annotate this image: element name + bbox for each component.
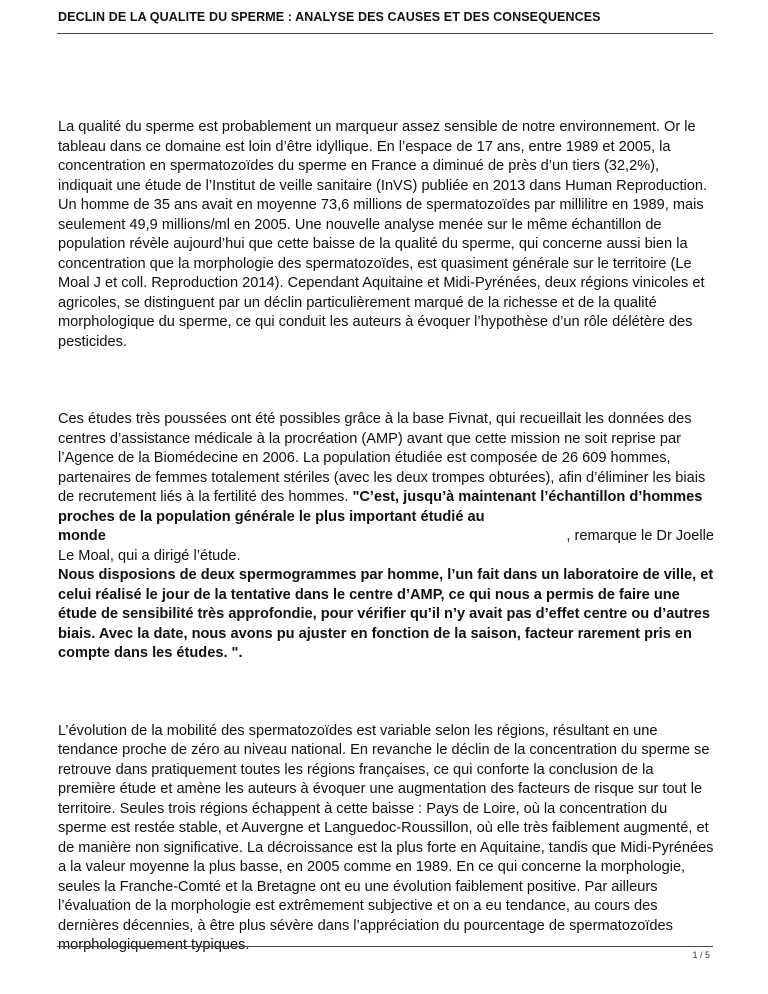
header-divider: [57, 33, 713, 34]
paragraph-2-text: Ces études très poussées ont été possibles grâce à la base Fivnat, qui recueillait les données des centres d’assistance médicale à la procréation (AMP) avant que cette mission ne soit reprise par l’Agence de la Biomédecine en 2006. La population étudiée est composée de 26 609 hommes, partenaires de femmes totalement stériles (avec les deux trompes obturées), afin d’éliminer les biais de recrutement liés à la fertilité des hommes.: [58, 411, 706, 505]
paragraph-spacer: [58, 352, 714, 410]
footer-divider: [57, 946, 713, 947]
quote-bold-1: "C’est, jusqu’à maintenant l’échantillon d’hommes proches de la population générale le plus important étudié au: [58, 489, 703, 525]
paragraph-spacer: [58, 664, 714, 722]
paragraph-2: [58, 410, 714, 664]
author-text: Le Moal, qui a dirigé l’étude.: [58, 547, 241, 564]
quote-bold-monde: monde: [58, 528, 106, 544]
remark-text: , remarque le Dr Joelle: [566, 528, 714, 544]
article-body: [58, 118, 714, 956]
quote-bold-2: Nous disposions de deux spermogrammes par homme, l’un fait dans un laboratoire de ville, et celui réalisé le jour de la tentative dans le centre d’AMP, ce qui nous a permis de faire une étude de sensibilité très approfondie, pour vérifier qu’il n’y avait pas d’effet centre ou d’autres biais. Avec la date, nous avons pu ajuster en fonction de la saison, facteur rarement pris en compte dans les études. ".: [58, 567, 714, 661]
page-header-title: DECLIN DE LA QUALITE DU SPERME : ANALYSE DES CAUSES ET DES CONSEQUENCES: [58, 10, 601, 24]
page-number: 1 / 5: [692, 950, 710, 960]
paragraph-1: La qualité du sperme est probablement un marqueur assez sensible de notre environnement. Or le tableau dans ce domaine est loin d’être idyllique. En l’espace de 17 ans, entre 1989 et 2005, la concentration en spermatozoïdes du sperme en France a diminué de près d’un tiers (32,2%), indiquait une étude de l’Institut de veille sanitaire (InVS) publiée en 2013 dans Human Reproduction. Un homme de 35 ans avait en moyenne 73,6 millions de spermatozoïdes par millilitre en 1989, mais seulement 49,9 millions/ml en 2005. Une nouvelle analyse menée sur le même échantillon de population révèle aujourd’hui que cette baisse de la qualité du sperme, qui concerne aussi bien la concentration que la morphologie des spermatozoïdes, est quasiment générale sur le territoire (Le Moal J et coll. Reproduction 2014). Cependant Aquitaine et Midi-Pyrénées, deux régions vinicoles et agricoles, se distinguent par un déclin particulièrement marqué de la richesse et de la qualité morphologique du sperme, ce qui conduit les auteurs à évoquer l’hypothèse d’un rôle délétère des pesticides.: [58, 119, 708, 350]
paragraph-3: L’évolution de la mobilité des spermatozoïdes est variable selon les régions, résultant en une tendance proche de zéro au niveau national. En revanche le déclin de la concentration du sperme se retrouve dans pratiquement toutes les régions françaises, ce qui conforte la conclusion de la première étude et amène les auteurs à évoquer une augmentation des facteurs de risque sur tout le territoire. Seules trois régions échappent à cette baisse : Pays de Loire, où la concentration du sperme est restée stable, et Auvergne et Languedoc-Roussillon, où elle très faiblement augmenté, et de manière non significative. La décroissance est la plus forte en Aquitaine, tandis que Midi-Pyrénées a la valeur moyenne la plus basse, en 2005 comme en 1989. En ce qui concerne la morphologie, seules la Franche-Comté et la Bretagne ont eu une évolution faiblement positive. Par ailleurs l’évaluation de la morphologie est extrêmement subjective et on a eu tendance, au cours des dernières décennies, à être plus sévère dans l’appréciation du pourcentage de spermatozoïdes morphologiquement typiques.: [58, 722, 714, 953]
quote-line-split: [58, 527, 714, 547]
